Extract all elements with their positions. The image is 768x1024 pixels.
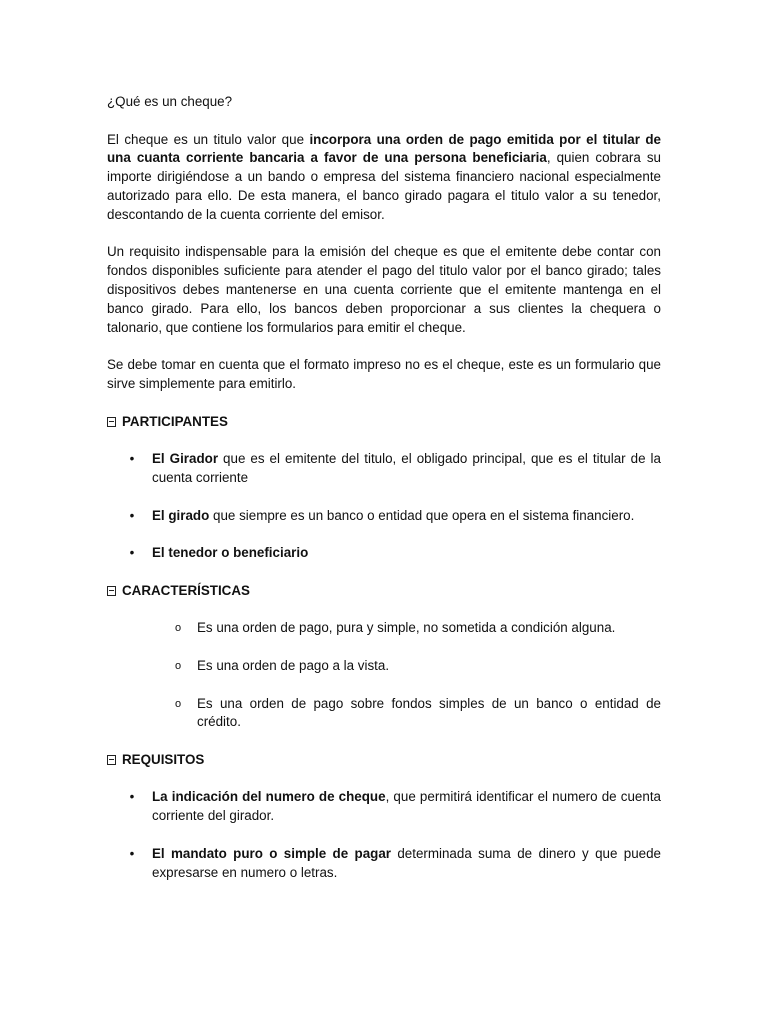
list-item — [107, 544, 661, 563]
requisitos-list — [107, 788, 661, 882]
paragraph-definition-pre: El cheque es un titulo valor que — [107, 131, 310, 147]
list-item-bold: El girado — [152, 507, 210, 523]
list-item-bold: El Girador — [152, 451, 219, 467]
list-item-text: , que permitirá identificar el numero de cuenta corriente del girador. — [152, 789, 661, 824]
heading-caracteristicas — [107, 582, 661, 601]
list-item — [107, 619, 661, 638]
list-item-text: Es una orden de pago sobre fondos simples de un banco o entidad de crédito. — [197, 695, 661, 730]
checkbox-bullet-icon — [107, 755, 116, 765]
list-item — [107, 657, 661, 676]
list-item — [107, 450, 661, 488]
list-item — [107, 845, 661, 883]
list-item-bold: El mandato puro o simple de pagar — [152, 845, 391, 861]
list-item-text: Es una orden de pago, pura y simple, no sometida a condición alguna. — [197, 620, 616, 636]
heading-requisitos — [107, 751, 661, 770]
document-title: ¿Qué es un cheque? — [107, 94, 233, 109]
list-item-bold: La indicación del numero de cheque — [152, 789, 386, 805]
list-item — [107, 695, 661, 733]
heading-participantes-label: PARTICIPANTES — [122, 413, 228, 429]
circle-bullet-icon: o — [174, 697, 182, 710]
document-page — [107, 93, 661, 882]
checkbox-bullet-icon — [107, 417, 116, 427]
participantes-list — [107, 450, 661, 563]
bullet-icon: • — [129, 451, 135, 467]
list-item-text: determinada suma de dinero y que puede expresarse en numero o letras. — [152, 845, 661, 880]
heading-participantes — [107, 413, 661, 432]
circle-bullet-icon: o — [174, 622, 182, 635]
list-item-text: que es el emitente del titulo, el obligado principal, que es el titular de la cuenta corriente — [152, 451, 661, 485]
caracteristicas-list — [107, 619, 661, 732]
list-item-bold: El tenedor o beneficiario — [152, 545, 309, 561]
bullet-icon: • — [129, 545, 135, 561]
list-item — [107, 507, 661, 526]
heading-requisitos-label: REQUISITOS — [122, 751, 205, 767]
paragraph-definition-post: , quien cobrara su importe dirigiéndose a un bando o empresa del sistema financiero nacional especialmente autorizado para ello. De esta manera, el banco girado pagara el titulo valor a su tenedor, descontando de la cuenta corriente del emisor. — [107, 150, 661, 222]
paragraph-format: Se debe tomar en cuenta que el formato impreso no es el cheque, este es un formulario que sirve simplemente para emitirlo. — [107, 357, 661, 391]
bullet-icon: • — [129, 789, 135, 805]
list-item-text: Es una orden de pago a la vista. — [197, 657, 390, 673]
paragraph-definition-bold: incorpora una orden de pago emitida por el titular de una cuanta corriente bancaria a favor de una persona beneficiaria — [107, 131, 661, 166]
circle-bullet-icon: o — [174, 659, 182, 672]
bullet-icon: • — [129, 845, 135, 861]
heading-caracteristicas-label: CARACTERÍSTICAS — [122, 582, 250, 598]
paragraph-definition — [107, 131, 661, 225]
list-item — [107, 788, 661, 826]
list-item-text: que siempre es un banco o entidad que opera en el sistema financiero. — [209, 507, 635, 523]
bullet-icon: • — [129, 507, 135, 523]
checkbox-bullet-icon — [107, 586, 116, 596]
paragraph-requirement: Un requisito indispensable para la emisión del cheque es que el emitente debe contar con fondos disponibles suficiente para atender el pago del titulo valor por el banco girado; tales dispositivos debes mantenerse en una cuenta corriente que el emitente mantenga en el banco girado. Para ello, los bancos deben proporcionar a sus clientes la chequera o talonario, que contiene los formularios para emitir el cheque. — [107, 244, 661, 335]
